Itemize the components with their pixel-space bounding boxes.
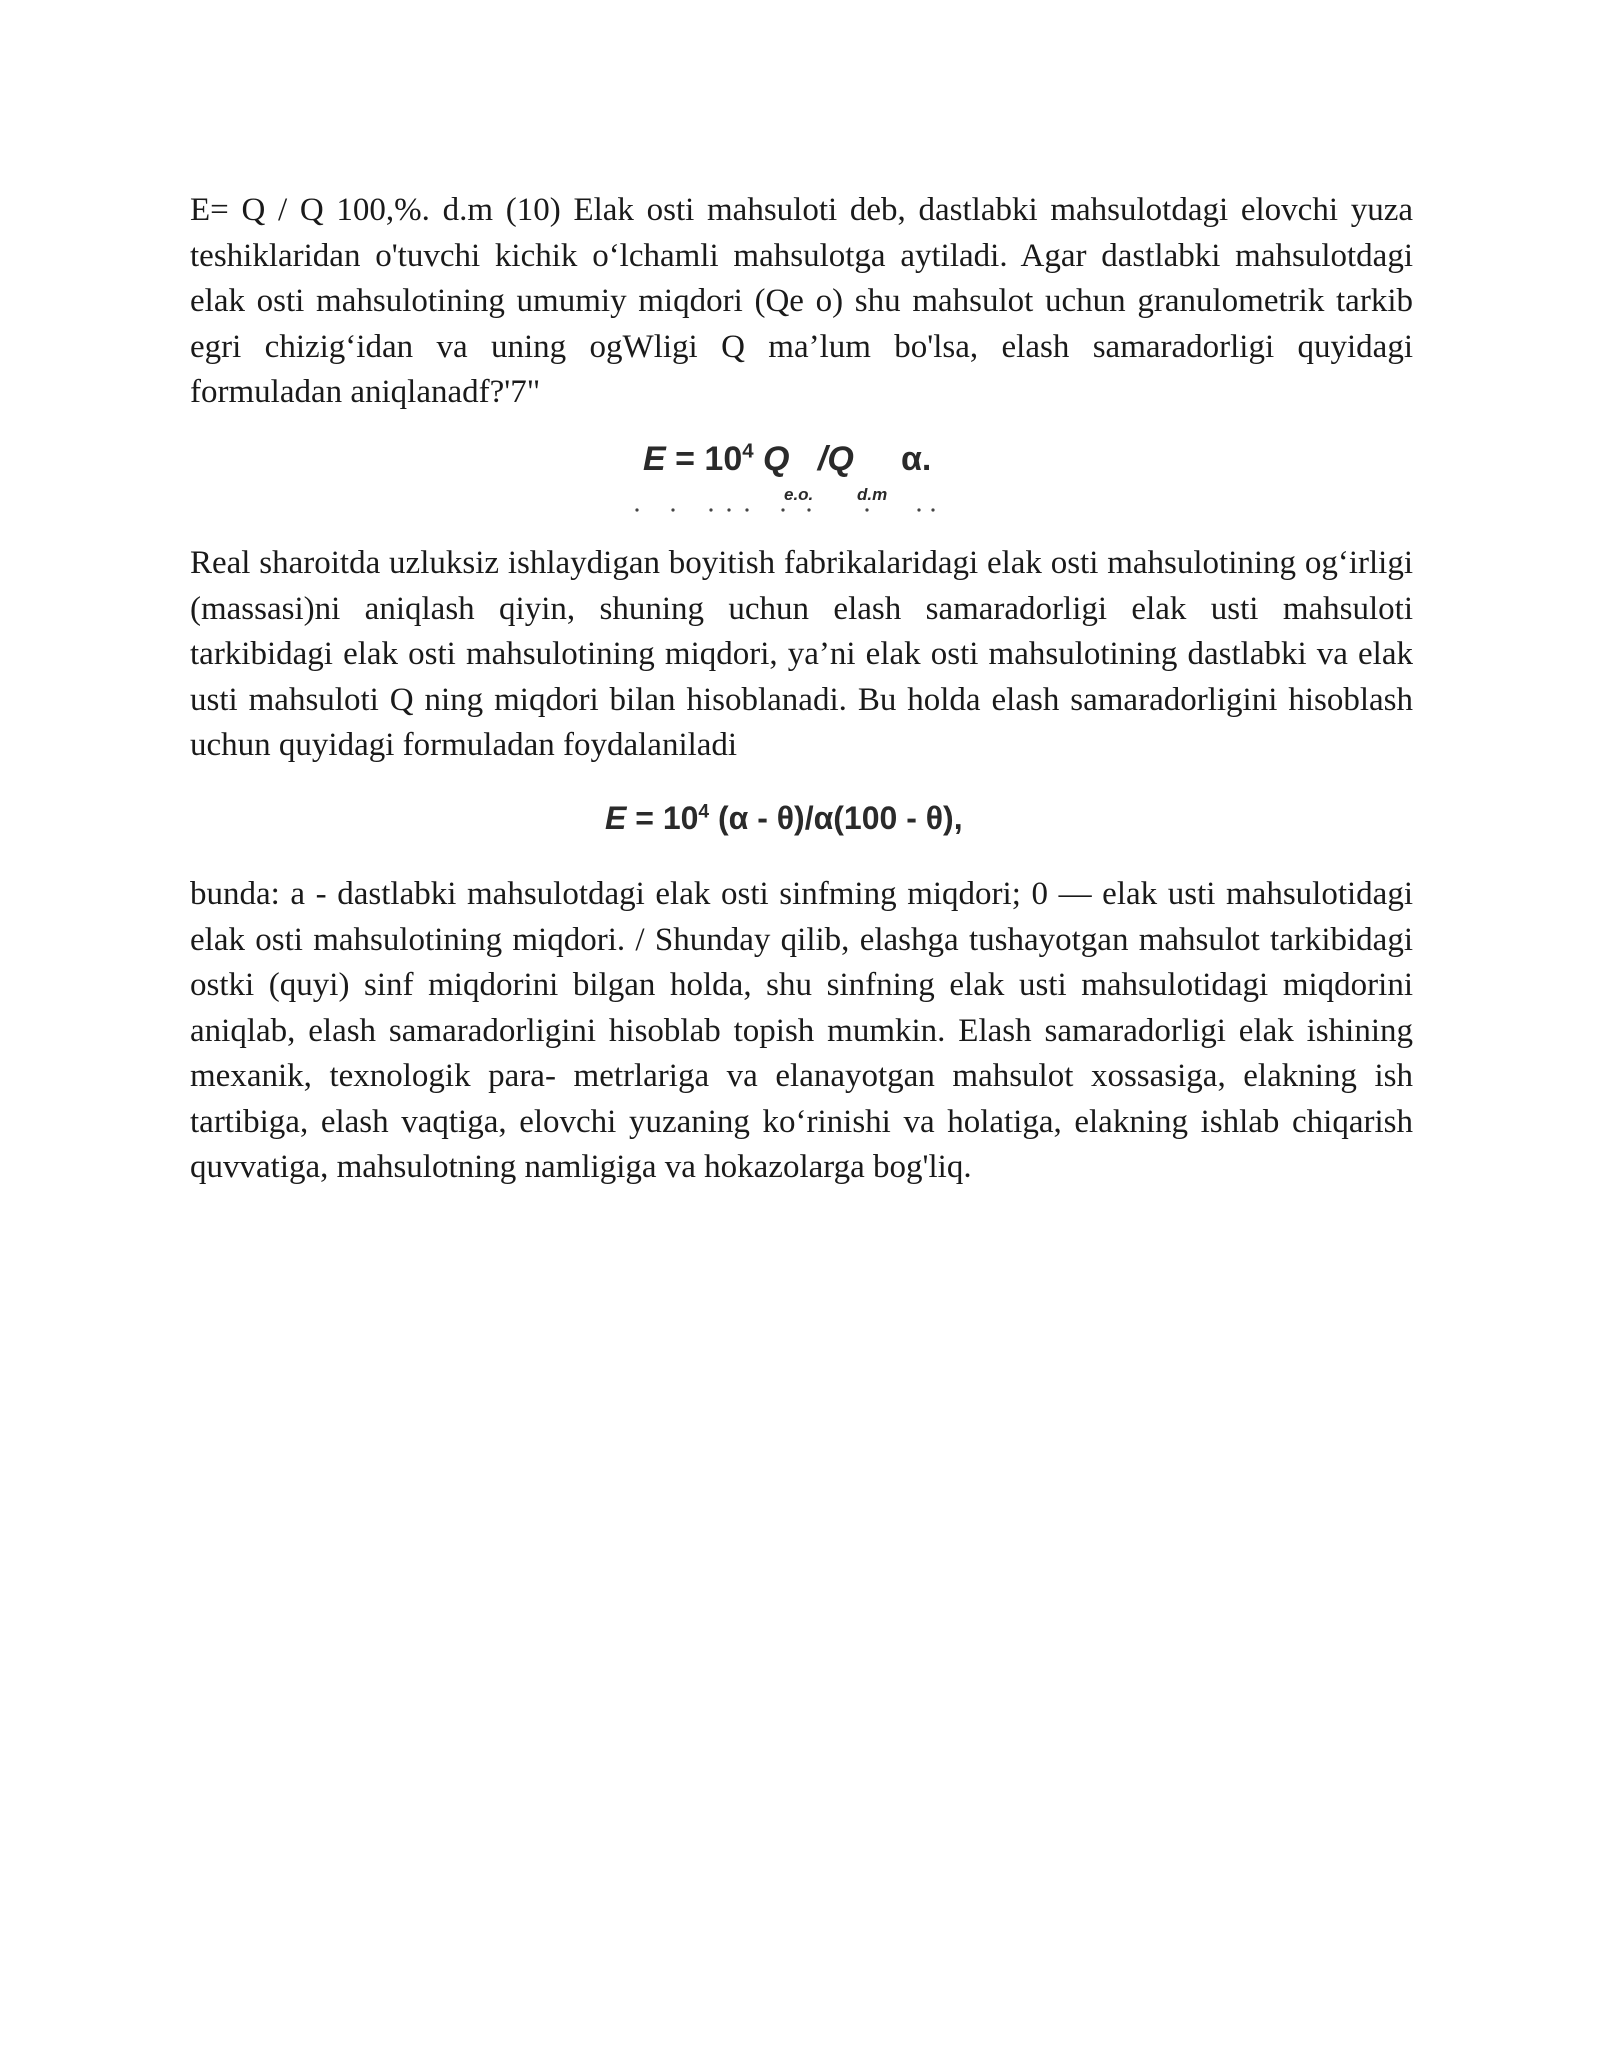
formula-1-eq: = 10: [665, 440, 743, 478]
formula-1-main: [643, 440, 931, 479]
paragraph-2: Real sharoitda uzluksiz ishlaydigan boyitish fabrikalaridagi elak osti mahsulotining og‘irligi (massasi)ni aniqlash qiyin, shuning uchun elash samaradorligi elak usti mahsuloti tarkibidagi elak osti mahsulotining miqdori, ya’ni elak osti mahsulotining dastlabki va elak usti mahsuloti Q ning miqdori bilan hisoblanadi. Bu holda elash samaradorligini hisoblash uchun quyidagi formuladan foydalaniladi: [190, 545, 1413, 763]
formula-1-subscript-dm: d.m: [857, 485, 888, 504]
formula-2-rest: (α - θ)/α(100 - θ),: [709, 800, 963, 836]
formula-1-lhs: E: [643, 440, 666, 478]
paragraph-3: bunda: a - dastlabki mahsulotdagi elak osti sinfming miqdori; 0 — elak usti mahsulotidagi elak osti mahsulotining miqdori. / Shunday qilib, elashga tushayotgan mahsulot tarkibidagi ostki (quyi) sinf miqdorini bilgan holda, shu sinfning elak usti mahsulotidagi miqdorini aniqlab, elash samaradorligini hisoblab topish mumkin. Elash samaradorligi elak ishining mexanik, texnologik para- metrlariga va elanayotgan mahsulot xossasiga, elakning ish tartibiga, elash vaqtiga, elovchi yuzaning ko‘rinishi va holatiga, elakning ishlab chiqarish quvvatiga, mahsulotning namligiga va hokazolarga bog'liq.: [190, 876, 1413, 1185]
formula-1-exponent: 4: [742, 440, 754, 463]
formula-1-slash: /: [789, 440, 828, 478]
formula-1-scan-dots: [633, 506, 963, 516]
formula-2-exponent: 4: [698, 801, 710, 823]
formula-2-lhs: E: [605, 800, 627, 836]
formula-efficiency-2: [605, 800, 1025, 850]
formula-2-eq: = 10: [626, 800, 699, 836]
formula-2-main: [605, 800, 963, 837]
formula-efficiency-1: [643, 440, 973, 520]
paragraph-1: E= Q / Q 100,%. d.m (10) Elak osti mahsuloti deb, dastlabki mahsulotdagi elovchi yuza teshiklaridan o'tuvchi kichik o‘lchamli mahsulotga aytiladi. Agar dastlabki mahsulotdagi elak osti mahsulotining umumiy miqdori (Qe o) shu mahsulot uchun granulometrik tarkib egri chizig‘idan va uning ogWligi Q ma’lum bo'lsa, elash samaradorligi quyidagi formuladan aniqlanadf?'7": [190, 192, 1413, 410]
formula-1-subscript-eo: e.o.: [784, 485, 814, 504]
formula-1-alpha: α.: [853, 440, 932, 478]
formula-1-q2: Q: [827, 440, 854, 478]
formula-1-q1: Q: [753, 440, 790, 478]
